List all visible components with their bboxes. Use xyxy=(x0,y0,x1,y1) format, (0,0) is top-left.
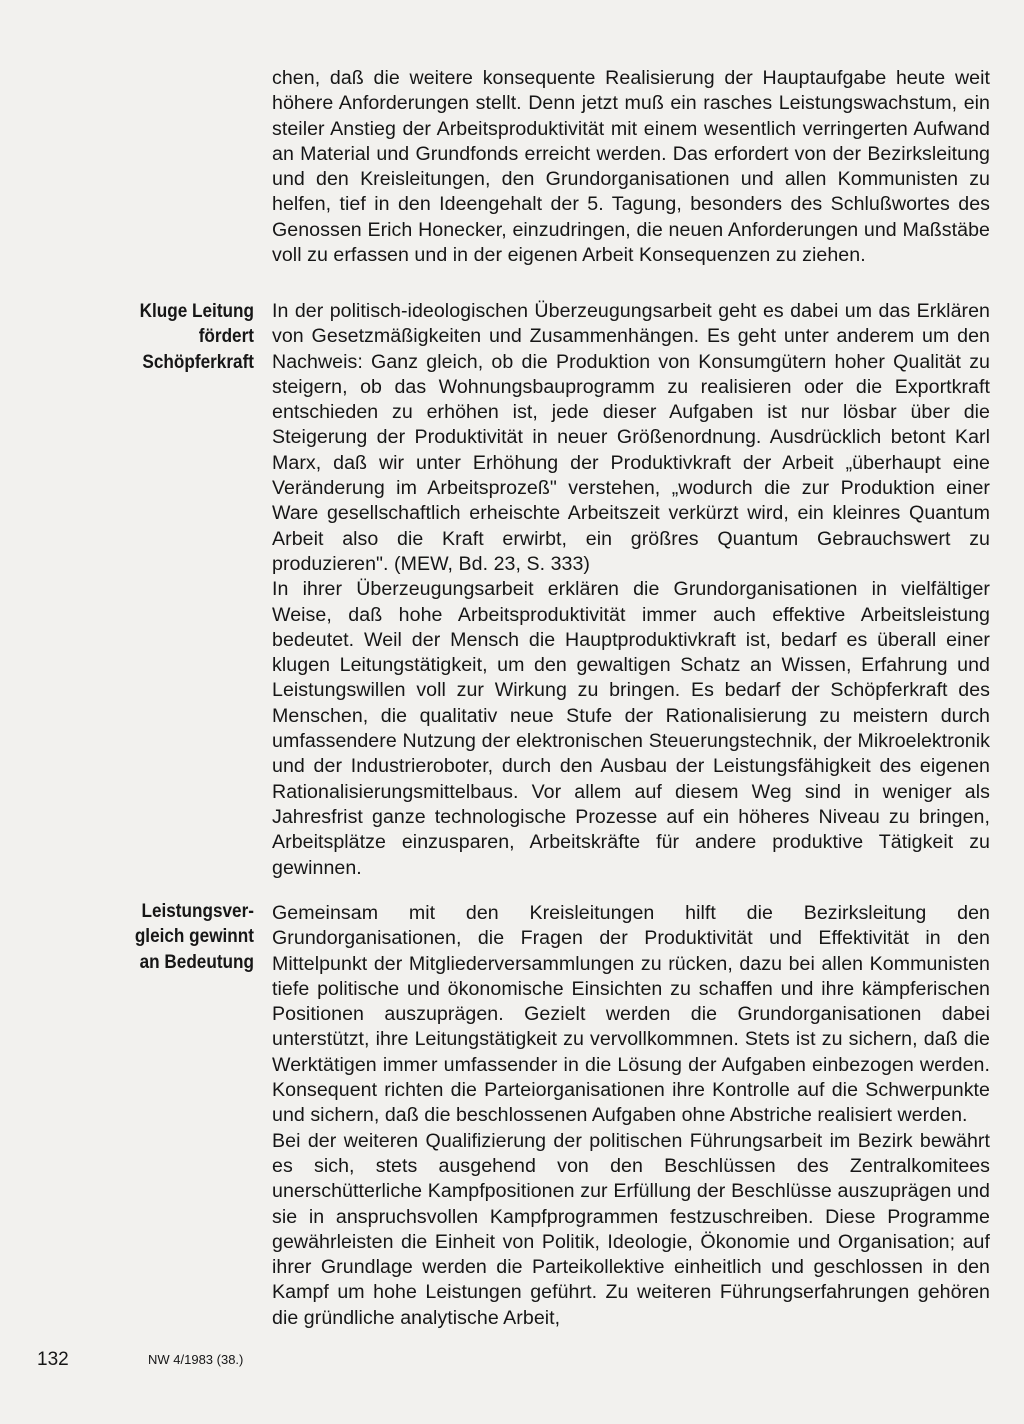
marginal-heading-kluge-leitung: Kluge Leitung fördert Schöpferkraft xyxy=(139,300,254,373)
text-block-intro xyxy=(272,66,990,268)
paragraph: Bei der weiteren Qualifizierung der politischen Führungsarbeit im Bezirk bewährt es sich, stets ausgehend von den Beschlüssen des Zentralkomitees unerschütterliche Kampfpositionen zur Erfüllung der Beschlüsse auszuprägen und sie in anspruchsvollen Kampfprogrammen festzuschreiben. Diese Programme gewährleisten die Einheit von Politik, Ideologie, Ökonomie und Organisation; auf ihrer Grundlage werden die Parteikollektive einheitlich und geschlossen in den Kampf um hohe Leistungen geführt. Zu weiteren Führungserfahrungen gehören die gründliche analytische Arbeit, xyxy=(272,1129,990,1329)
source-reference: NW 4/1983 (38.) xyxy=(148,1352,244,1367)
text-block-leistungsvergleich xyxy=(272,901,990,1331)
marginal-heading-leistungsvergleich: Leistungsver- gleich gewinnt an Bedeutung xyxy=(134,900,254,973)
paragraph: In ihrer Überzeugungsarbeit erklären die Grundorganisationen in vielfältiger Weise, daß hohe Arbeitsproduktivität immer auch effektive Arbeitsleistung bedeutet. Weil der Mensch die Hauptproduktivkraft ist, bedarf es überall einer klugen Leitungstätigkeit, um den gewaltigen Schatz an Wissen, Erfahrung und Leistungswillen voll zur Wirkung zu bringen. Es bedarf der Schöpferkraft des Menschen, die qualitativ neue Stufe der Rationalisierung zu meistern durch umfassendere Nutzung der elektronischen Steuerungstechnik, der Mikroelektronik und der Industrieroboter, durch den Ausbau der Leistungsfähigkeit des eigenen Rationalisierungsmittelbaus. Vor allem auf diesem Weg sind in weniger als Jahresfrist ganze technologische Prozesse auf ein höheres Niveau zu bringen, Arbeitsplätze einzusparen, Arbeitskräfte für andere produktive Tätigkeit zu gewinnen. xyxy=(272,578,990,879)
text-block-kluge-leitung xyxy=(272,299,990,881)
paragraph: In der politisch-ideologischen Überzeugungsarbeit geht es dabei um das Erklären von Gesetzmäßigkeiten und Zusammenhängen. Es geht unter anderem um den Nachweis: Ganz gleich, ob die Produktion von Konsumgütern hoher Qualität zu steigern, ob das Wohnungsbauprogramm zu realisieren oder die Exportkraft entschieden zu erhöhen ist, jede dieser Aufgaben ist nur lösbar über die Steigerung der Produktivität in neuer Größenordnung. Ausdrücklich betont Karl Marx, daß wir unter Erhöhung der Produktivkraft der Arbeit „überhaupt eine Veränderung im Arbeitsprozeß" verstehen, „wodurch die zur Produktion einer Ware gesellschaftlich erheischte Arbeitszeit verkürzt wird, ein kleinres Quantum Arbeit also die Kraft erwirbt, ein größres Quantum Gebrauchswert zu produzieren". (MEW, Bd. 23, S. 333) xyxy=(272,300,990,575)
paragraph: chen, daß die weitere konsequente Realisierung der Hauptaufgabe heute weit höhere Anforderungen stellt. Denn jetzt muß ein rasches Leistungswachstum, ein steiler Anstieg der Arbeitsproduktivität mit einem wesentlich verringerten Aufwand an Material und Grundfonds erreicht werden. Das erfordert von der Bezirksleitung und den Kreisleitungen, den Grundorganisationen und allen Kommunisten zu helfen, tief in den Ideengehalt der 5. Tagung, besonders des Schlußwortes des Genossen Erich Honecker, einzudringen, die neuen Anforderungen und Maßstäbe voll zu erfassen und in der eigenen Arbeit Konsequenzen zu ziehen. xyxy=(272,67,990,267)
paragraph: Gemeinsam mit den Kreisleitungen hilft die Bezirksleitung den Grundorganisationen, die Fragen der Produktivität und Effektivität in den Mittelpunkt der Mitgliederversammlungen zu rücken, dazu bei allen Kommunisten tiefe politische und ökonomische Einsichten zu schaffen und ihre kämpferischen Positionen auszuprägen. Gezielt werden die Grundorganisationen dabei unterstützt, ihre Leitungstätigkeit zu vervollkommnen. Stets ist zu sichern, daß die Werktätigen immer umfassender in die Lösung der Aufgaben einbezogen werden. Konsequent richten die Parteiorganisationen ihre Kontrolle auf die Schwerpunkte und sichern, daß die beschlossenen Aufgaben ohne Abstriche realisiert werden. xyxy=(272,902,990,1127)
page-number: 132 xyxy=(37,1349,69,1370)
